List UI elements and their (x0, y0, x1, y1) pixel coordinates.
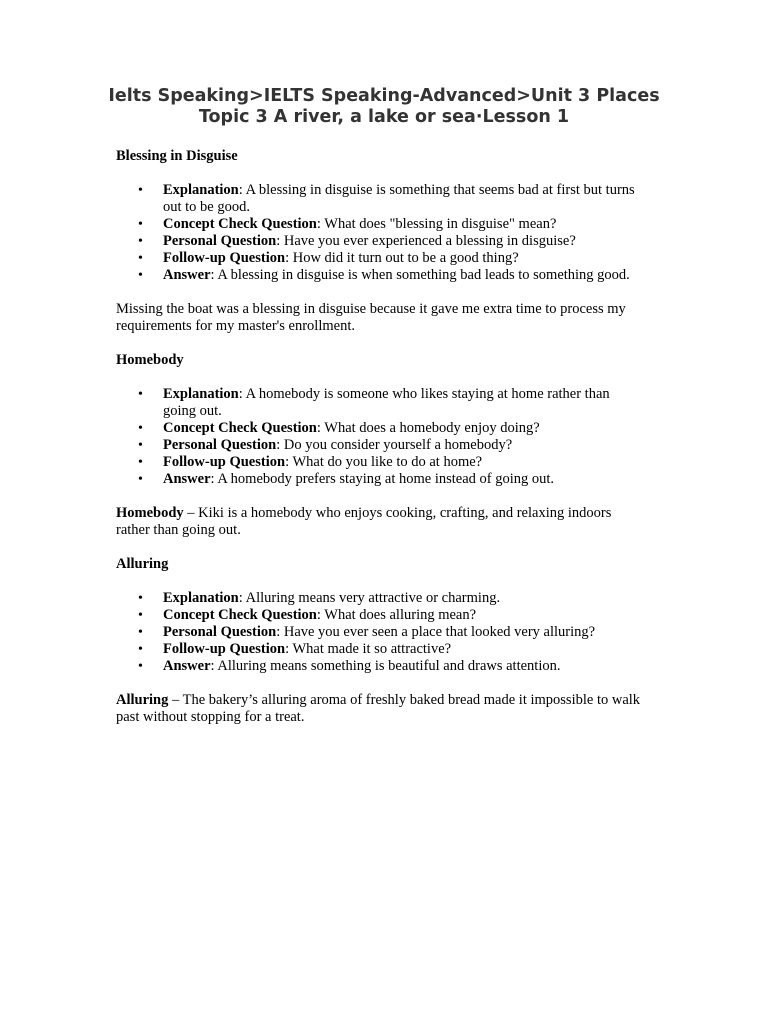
section-heading: Homebody (116, 352, 184, 368)
item-term: Explanation (163, 590, 239, 606)
item-text: : Do you consider yourself a homebody? (276, 437, 513, 453)
section-alluring (116, 556, 652, 726)
question-list (116, 386, 652, 488)
item-text: : What do you like to do at home? (285, 454, 483, 470)
bullet-icon: • (138, 472, 143, 487)
item-text: : A homebody prefers staying at home instead of going out. (210, 471, 555, 487)
bullet-icon: • (138, 387, 143, 402)
bullet-icon: • (138, 642, 143, 657)
bullet-icon: • (138, 608, 143, 623)
example-paragraph (116, 301, 652, 335)
item-text: : Alluring means very attractive or charming. (238, 590, 501, 606)
list-item (116, 471, 652, 488)
section-heading: Blessing in Disguise (116, 148, 238, 164)
item-text: : Alluring means something is beautiful and draws attention. (210, 658, 561, 674)
item-text: : Have you ever seen a place that looked very alluring? (276, 624, 596, 640)
bullet-icon: • (138, 591, 143, 606)
example-term: Homebody (116, 505, 184, 521)
item-term: Follow-up Question (163, 454, 286, 470)
section-homebody (116, 352, 652, 539)
example-text: – The bakery’s alluring aroma of freshly baked bread made it impossible to walk past without stopping for a treat. (116, 692, 641, 725)
item-text: : A blessing in disguise is something that seems bad at first but turns out to be good. (163, 182, 635, 215)
document-page (108, 86, 660, 743)
item-term: Answer (163, 267, 211, 283)
item-term: Follow-up Question (163, 641, 286, 657)
item-text: : What does a homebody enjoy doing? (316, 420, 540, 436)
question-list (116, 590, 652, 675)
bullet-icon: • (138, 438, 143, 453)
list-item (116, 420, 652, 437)
list-item (116, 624, 652, 641)
list-item (116, 454, 652, 471)
example-paragraph (116, 692, 652, 726)
question-list (116, 182, 652, 284)
list-item (116, 233, 652, 250)
list-item (116, 437, 652, 454)
bullet-icon: • (138, 217, 143, 232)
list-item (116, 641, 652, 658)
list-item (116, 267, 652, 284)
item-term: Answer (163, 471, 211, 487)
item-term: Answer (163, 658, 211, 674)
item-term: Concept Check Question (163, 607, 317, 623)
list-item (116, 386, 652, 420)
item-text: : How did it turn out to be a good thing? (285, 250, 519, 266)
bullet-icon: • (138, 625, 143, 640)
item-text: : Have you ever experienced a blessing in disguise? (276, 233, 576, 249)
item-term: Concept Check Question (163, 216, 317, 232)
item-term: Concept Check Question (163, 420, 317, 436)
list-item (116, 590, 652, 607)
bullet-icon: • (138, 268, 143, 283)
example-text: Missing the boat was a blessing in disguise because it gave me extra time to process my requirements for my master's enrollment. (116, 301, 626, 334)
item-text: : What does "blessing in disguise" mean? (316, 216, 557, 232)
item-term: Personal Question (163, 437, 277, 453)
item-text: : What made it so attractive? (285, 641, 452, 657)
list-item (116, 658, 652, 675)
item-term: Follow-up Question (163, 250, 286, 266)
example-text: – Kiki is a homebody who enjoys cooking, crafting, and relaxing indoors rather than going out. (116, 505, 612, 538)
list-item (116, 607, 652, 624)
section-heading: Alluring (116, 556, 169, 572)
item-term: Personal Question (163, 233, 277, 249)
document-title: Ielts Speaking>IELTS Speaking-Advanced>Unit 3 Places Topic 3 A river, a lake or sea·Lesson 1 (108, 86, 660, 127)
bullet-icon: • (138, 659, 143, 674)
example-term: Alluring (116, 692, 169, 708)
bullet-icon: • (138, 183, 143, 198)
list-item (116, 216, 652, 233)
item-text: : A homebody is someone who likes staying at home rather than going out. (163, 386, 610, 419)
item-term: Explanation (163, 386, 239, 402)
bullet-icon: • (138, 251, 143, 266)
list-item (116, 182, 652, 216)
item-text: : A blessing in disguise is when something bad leads to something good. (210, 267, 630, 283)
item-term: Explanation (163, 182, 239, 198)
section-blessing-in-disguise (116, 148, 652, 335)
example-paragraph (116, 505, 652, 539)
bullet-icon: • (138, 421, 143, 436)
bullet-icon: • (138, 234, 143, 249)
bullet-icon: • (138, 455, 143, 470)
item-text: : What does alluring mean? (316, 607, 477, 623)
item-term: Personal Question (163, 624, 277, 640)
list-item (116, 250, 652, 267)
